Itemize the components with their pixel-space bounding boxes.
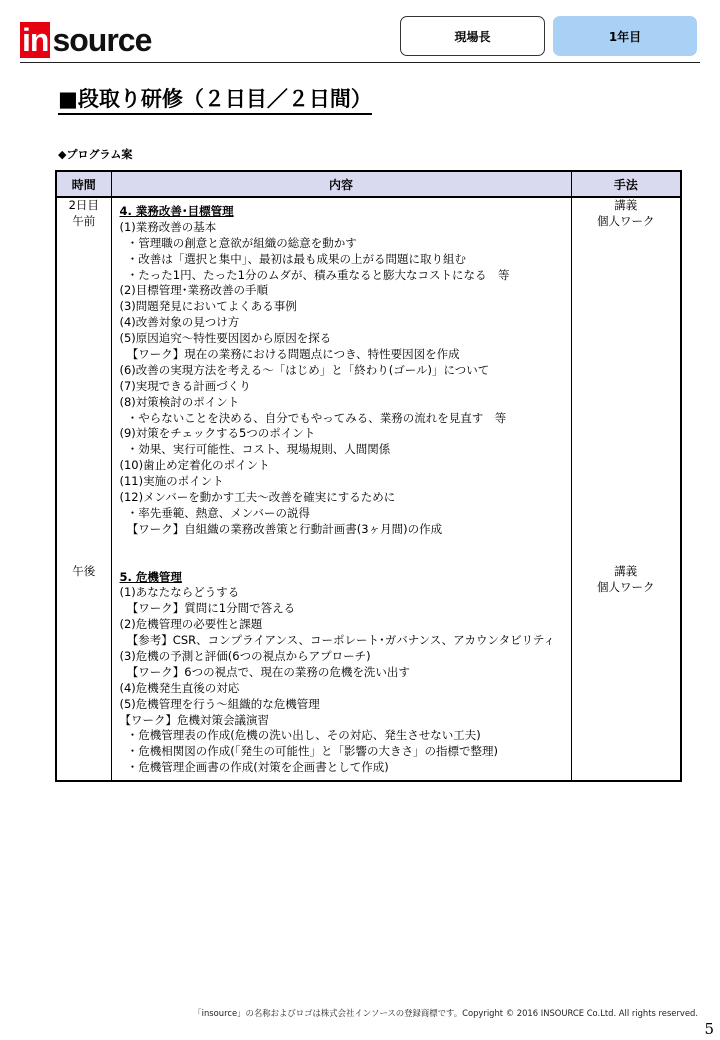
time-block [57, 564, 111, 580]
time-label: 午後 [72, 563, 96, 578]
content-line: (8)対策検討のポイント [119, 394, 240, 409]
content-line: (9)対策をチェックする5つのポイント [119, 426, 316, 441]
content-line: 【参考】CSR、コンプライアンス、コーポレート･ガバナンス、アカウンタビリティ [119, 633, 555, 648]
content-column [112, 198, 571, 776]
year-badge: 1年目 [553, 16, 697, 56]
content-line: ・危機管理企画書の作成(対策を企画書として作成) [119, 760, 389, 775]
section-heading: 5. 危機管理 [119, 569, 182, 584]
content-line: (2)危機管理の必要性と課題 [119, 617, 263, 632]
content-line: (11)実施のポイント [119, 474, 224, 489]
method-label: 講義 [614, 198, 638, 212]
content-line: ・管理職の創意と意欲が組織の総意を動かす [119, 235, 357, 250]
header-method: 手法 [571, 171, 681, 197]
section-heading: 4. 業務改善･目標管理 [119, 204, 234, 218]
content-line: (5)危機管理を行う～組織的な危機管理 [119, 696, 320, 711]
method-label: 講義 [614, 563, 638, 578]
section-gap [120, 538, 571, 570]
content-line: (4)改善対象の見つけ方 [119, 315, 240, 330]
header-content: 内容 [111, 171, 571, 197]
content-line: (1)あなたならどうする [119, 585, 240, 600]
program-table [55, 170, 682, 782]
content-line: ・危機管理表の作成(危機の洗い出し、その対応、発生させない工夫) [119, 728, 481, 743]
page-title: ■段取り研修（２日目／２日間） [58, 86, 372, 115]
content-line: (10)歯止め定着化のポイント [119, 458, 270, 473]
content-line: 【ワーク】自組織の業務改善策と行動計画書(3ヶ月間)の作成 [119, 521, 443, 536]
header-divider [20, 62, 700, 63]
time-block [57, 198, 111, 230]
role-badge: 現場長 [400, 16, 545, 56]
copyright-footer: 「insource」の名称およびロゴは株式会社インソースの登録商標です。Copyright © 2016 INSOURCE Co.Ltd. All rights reserved. [193, 1008, 698, 1018]
content-line: ・改善は「選択と集中」、最初は最も成果の上がる問題に取り組む [119, 251, 467, 266]
content-line: ・やらないことを決める、自分でもやってみる、業務の流れを見直す 等 [119, 410, 507, 425]
content-cell [111, 197, 571, 781]
content-line: (6)改善の実現方法を考える～「はじめ」と「終わり(ゴール)」について [119, 362, 490, 377]
method-block [572, 198, 681, 230]
page-number: 5 [704, 1020, 714, 1038]
content-line: (2)目標管理･業務改善の手順 [119, 283, 269, 298]
method-label: 個人ワーク [597, 213, 655, 228]
content-line: 【ワーク】質問に1分間で答える [119, 601, 296, 616]
header-time: 時間 [56, 171, 111, 197]
method-cell [571, 197, 681, 781]
time-cell [56, 197, 111, 781]
content-line: ・たった1円、たった1分のムダが、積み重なると膨大なコストになる 等 [119, 267, 510, 282]
content-line: ・危機相関図の作成(「発生の可能性」と「影響の大きさ」の指標で整理) [119, 744, 499, 759]
method-column [572, 198, 681, 594]
table-row [56, 197, 681, 781]
content-line: 【ワーク】現在の業務における問題点につき、特性要因図を作成 [119, 347, 460, 362]
content-line: ・率先垂範、熱意、メンバーの説得 [119, 505, 311, 520]
time-label: 午前 [72, 213, 96, 228]
table-header-row [56, 171, 681, 197]
content-line: ・効果、実行可能性、コスト、現場規則、人間関係 [119, 442, 391, 457]
method-label: 個人ワーク [597, 579, 655, 594]
time-label: 2日目 [68, 198, 99, 212]
content-line: (3)危機の予測と評価(6つの視点からアプローチ) [119, 648, 371, 663]
logo-wordmark: source [52, 22, 152, 58]
content-line: 【ワーク】危機対策会議演習 [119, 712, 269, 727]
content-line: 【ワーク】6つの視点で、現在の業務の危機を洗い出す [119, 664, 410, 679]
program-label: ◆プログラム案 [58, 148, 133, 161]
time-column [57, 198, 111, 578]
content-line: (1)業務改善の基本 [119, 219, 217, 234]
insource-logo [20, 22, 151, 58]
content-line: (12)メンバーを動かす工夫～改善を確実にするために [119, 490, 396, 505]
method-block [572, 564, 681, 596]
content-line: (5)原因追究～特性要因図から原因を探る [119, 331, 332, 346]
logo-in-mark: in [22, 22, 49, 58]
content-line: (7)実現できる計画づくり [119, 378, 251, 393]
content-line: (4)危機発生直後の対応 [119, 680, 240, 695]
content-line: (3)問題発見においてよくある事例 [119, 299, 297, 314]
